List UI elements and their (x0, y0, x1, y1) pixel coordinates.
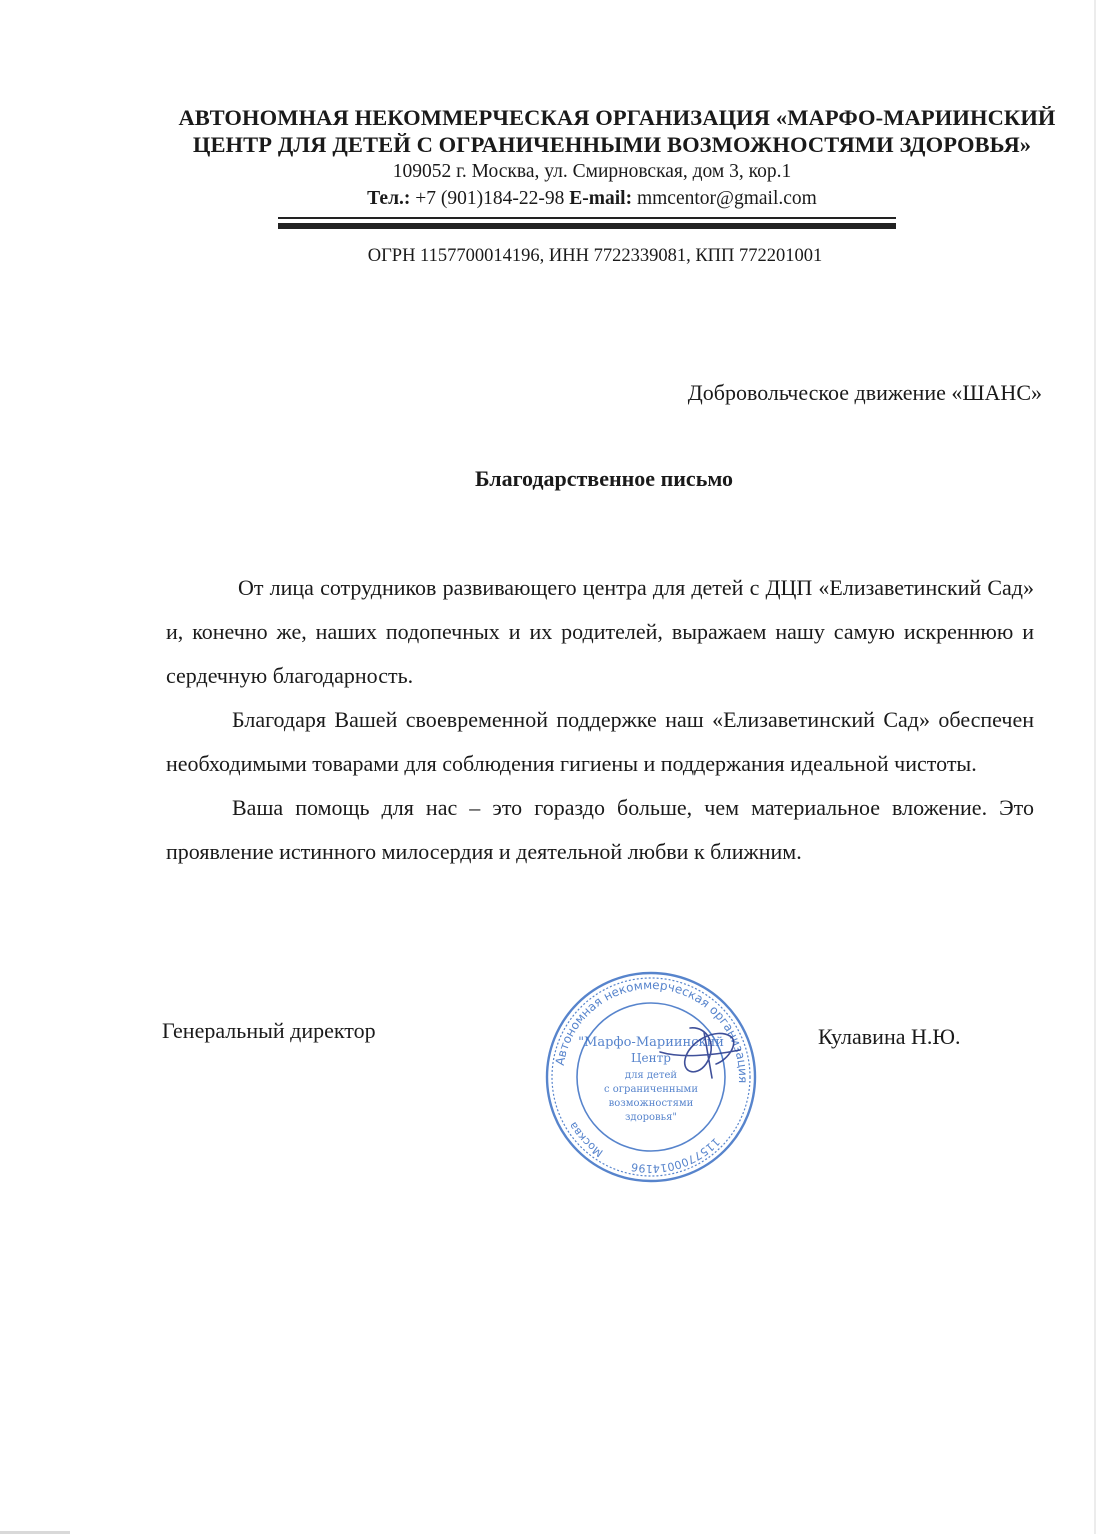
paragraph-2: Благодаря Вашей своевременной поддержке наш «Елизаветинский Сад» обеспечен необходимыми товарами для соблюдения гигиены и поддержания идеальной чистоты. (166, 707, 1034, 776)
letter-body (166, 566, 1034, 874)
org-contacts (110, 185, 1074, 212)
letterhead-rule-thin (278, 217, 896, 219)
signatory-name: Кулавина Н.Ю. (818, 1024, 961, 1049)
seal-center-line-2: Центр (631, 1051, 671, 1065)
seal-center-line-5: возможностями (608, 1098, 694, 1109)
registration-numbers: ОГРН 1157700014196, ИНН 7722339081, КПП 772201001 (367, 246, 823, 266)
paragraph-1: От лица сотрудников развивающего центра для детей с ДЦП «Елизаветинский Сад» и, конечно же, наших подопечных и их родителей, выражаем нашу самую искреннюю и сердечную благодарность. (166, 575, 1034, 688)
phone-number: +7 (901)184-22-98 (415, 188, 565, 209)
letterhead (150, 104, 1074, 212)
org-address: 109052 г. Москва, ул. Смирновская, дом 3, кор.1 (392, 161, 792, 182)
seal-center-line-3: для детей (624, 1070, 678, 1081)
seal-center-line-1: "Марфо-Мариинский (578, 1035, 724, 1050)
org-name-line-2: ЦЕНТР ДЛЯ ДЕТЕЙ С ОГРАНИЧЕННЫМИ ВОЗМОЖНОСТЯМИ ЗДОРОВЬЯ» (192, 132, 1032, 157)
letterhead-rule-thick (278, 223, 896, 229)
svg-text:1157700014196 (630, 1135, 722, 1175)
org-name-line-1: АВТОНОМНАЯ НЕКОММЕРЧЕСКАЯ ОРГАНИЗАЦИЯ «МАРФО-МАРИИНСКИЙ (178, 105, 1056, 130)
email-address: mmcentor@gmail.com (636, 188, 817, 209)
phone-label: Тел.: (367, 188, 411, 209)
svg-text:Автономная некоммерческая орга (553, 978, 750, 1084)
seal-ring-ogrn: 1157700014196 (630, 1135, 723, 1176)
email-label: E-mail: (569, 188, 633, 209)
svg-text:Москва (566, 1120, 605, 1160)
seal-ring-city: Москва (566, 1119, 606, 1160)
paragraph-3: Ваша помощь для нас – это гораздо больше, чем материальное вложение. Это проявление истинного милосердия и деятельной любви к ближним. (166, 795, 1034, 864)
seal-ring-text: Автономная некоммерческая организация (552, 977, 751, 1084)
official-seal-stamp (540, 966, 762, 1188)
signatory-position: Генеральный директор (162, 1018, 376, 1043)
seal-center-line-4: с ограниченными (604, 1084, 698, 1095)
document-title: Благодарственное письмо (474, 466, 734, 491)
addressee: Добровольческое движение «ШАНС» (687, 380, 1042, 405)
seal-center-line-6: здоровья" (624, 1112, 678, 1123)
